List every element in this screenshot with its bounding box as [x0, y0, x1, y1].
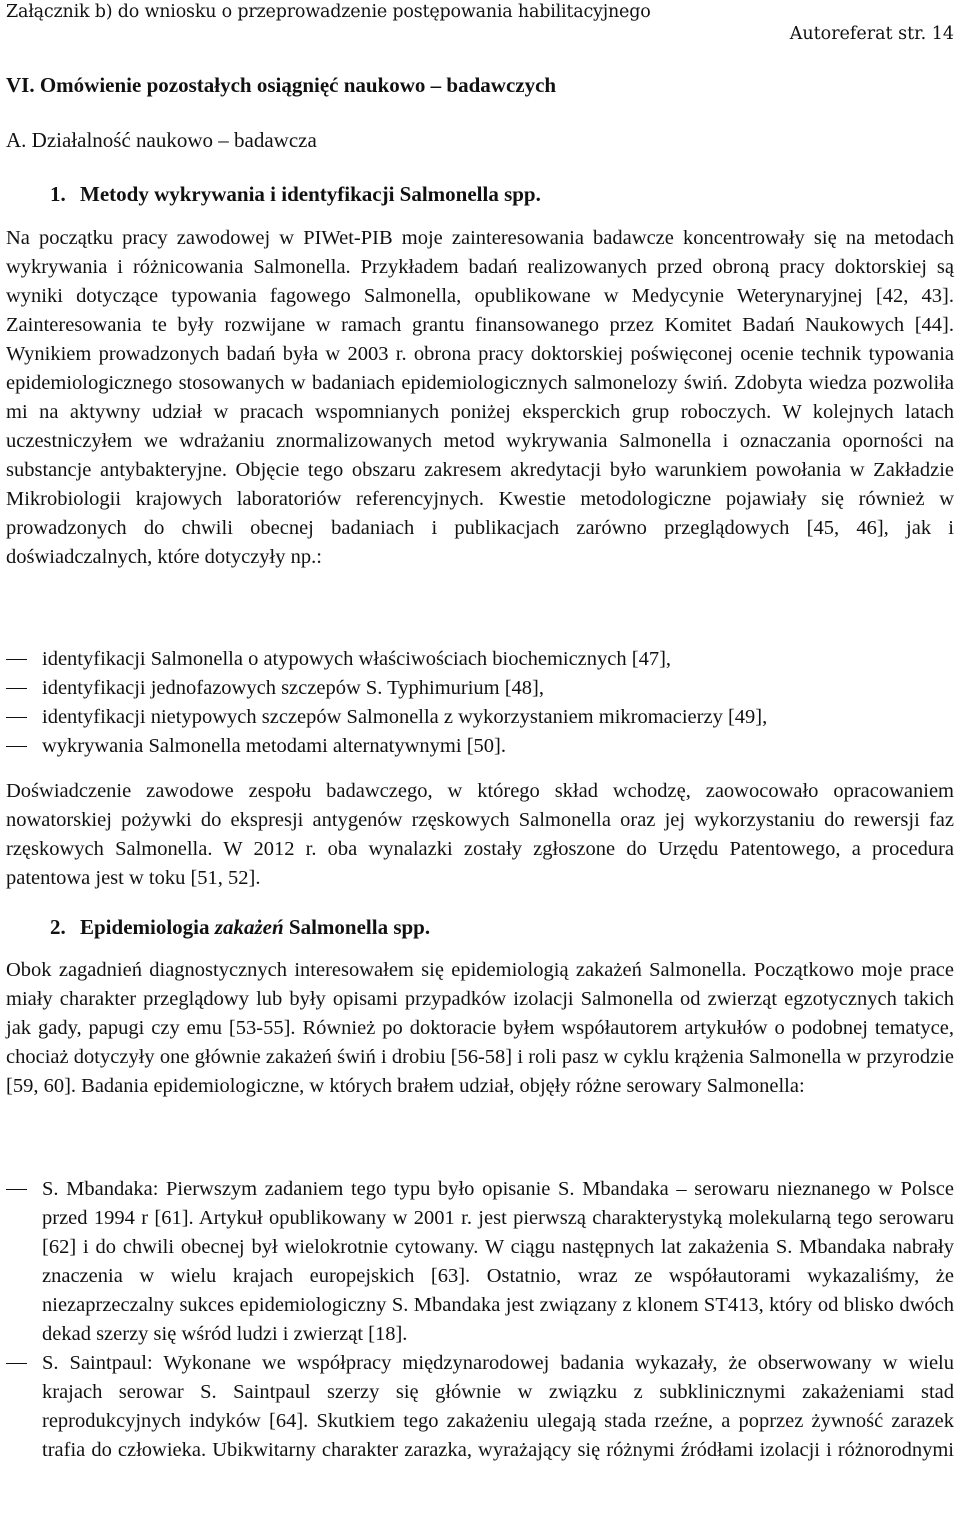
- section-title: VI. Omówienie pozostałych osiągnięć naukowo – badawczych: [6, 73, 557, 97]
- heading-number: 2.: [50, 915, 66, 939]
- paragraph-methods: Na początku pracy zawodowej w PIWet-PIB moje zainteresowania badawcze koncentrowały się na metodach wykrywania i różnicowania Salmonella. Przykładem badań realizowanych przed obroną pracy doktorskiej są wyniki dotyczące typowania fagowego Salmonella, opublikowane w Medycynie Weterynaryjnej [42, 43]. Zainteresowania te były rozwijane w ramach grantu finansowanego przez Komitet Badań Naukowych [44]. Wynikiem prowadzonych badań była w 2003 r. obrona pracy doktorskiej poświęconej ocenie technik typowania epidemiologicznego stosowanych w badaniach epidemiologicznych salmonelozy świń. Zdobyta wiedza pozwoliła mi na aktywny udział w pracach wspomnianych poniżej eksperckich grup roboczych. W kolejnych latach uczestniczyłem we wdrażaniu znormalizowanych metod wykrywania Salmonella i oznaczania oporności na substancje antybakteryjne. Objęcie tego obszaru zakresem akredytacji było warunkiem powołania w Zakładzie Mikrobiologii krajowych laboratoriów referencyjnych. Kwestie metodologiczne pojawiały się również w prowadzonych do chwili obecnej badaniach i publikacjach zarówno przeglądowych [45, 46], jak i doświadczalnych, które dotyczyły np.:: [6, 227, 954, 568]
- list-item: identyfikacji nietypowych szczepów Salmonella z wykorzystaniem mikromacierzy [49],: [6, 703, 954, 732]
- heading-text: Metody wykrywania i identyfikacji Salmonella spp.: [80, 182, 541, 206]
- subsection-title: A. Działalność naukowo – badawcza: [6, 128, 317, 152]
- serovar-list: [6, 1175, 954, 1465]
- heading-methods: [50, 182, 541, 207]
- list-item-saintpaul: S. Saintpaul: Wykonane we współpracy międzynarodowej badania wykazały, że obserwowany w wielu krajach serowar S. Saintpaul szerzy się głównie w związku z subklinicznymi zakażeniami stad reprodukcyjnych indyków [64]. Skutkiem tego zakażeniu ulegają stada rzeźne, a poprzez żywność zarazek trafia do człowieka. Ubikwitarny charakter zarazka, wyrażający się różnymi źródłami izolacji i różnorodnymi: [6, 1349, 954, 1465]
- list-item: identyfikacji jednofazowych szczepów S. Typhimurium [48],: [6, 674, 954, 703]
- heading-text-italic: zakażeń: [214, 915, 284, 939]
- paragraph-patents: Doświadczenie zawodowe zespołu badawczego, w którego skład wchodzę, zaowocowało opracowaniem nowatorskiej pożywki do ekspresji antygenów rzęskowych Salmonella oraz jej wykorzystaniu do rewersji faz rzęskowych Salmonella. W 2012 r. oba wynalazki zostały zgłoszone do Urzędu Patentowego, a procedura patentowa jest w toku [51, 52].: [6, 780, 954, 889]
- heading-number: 1.: [50, 182, 66, 206]
- heading-epidemiology: [50, 915, 430, 940]
- list-item: wykrywania Salmonella metodami alternatywnymi [50].: [6, 732, 954, 761]
- heading-text-part: Salmonella spp.: [283, 915, 431, 939]
- methods-list: [6, 645, 954, 761]
- list-item-mbandaka: S. Mbandaka: Pierwszym zadaniem tego typu było opisanie S. Mbandaka – serowaru nieznanego w Polsce przed 1994 r [61]. Artykuł opublikowany w 2001 r. jest pierwszą charakterystyką molekularną tego serowaru [62] i do chwili obecnej był wielokrotnie cytowany. W ciągu następnych lat zakażenia S. Mbandaka nabrały znaczenia w wielu krajach europejskich [63]. Ostatnio, wraz ze współautorami wykazaliśmy, że niezaprzeczalny sukces epidemiologiczny S. Mbandaka jest związany z klonem ST413, który od blisko dwóch dekad szerzy się wśród ludzi i zwierząt [18].: [6, 1175, 954, 1349]
- list-item: identyfikacji Salmonella o atypowych właściwościach biochemicznych [47],: [6, 645, 954, 674]
- heading-text-part: Epidemiologia: [80, 915, 215, 939]
- paragraph-epidemiology: Obok zagadnień diagnostycznych interesowałem się epidemiologią zakażeń Salmonella. Początkowo moje prace miały charakter przeglądowy lub były opisami przypadków izolacji Salmonella od zwierząt egzotycznych takich jak gady, papugi czy emu [53-55]. Również po doktoracie byłem współautorem artykułów o podobnej tematyce, chociaż dotyczyły one głównie zakażeń świń i drobiu [56-58] i roli pasz w cyklu krążenia Salmonella w przyrodzie [59, 60]. Badania epidemiologiczne, w których brałem udział, objęły różne serowary Salmonella:: [6, 959, 954, 1097]
- page-header-page-number: Autoreferat str. 14: [789, 24, 954, 44]
- page-header-title: Załącznik b) do wniosku o przeprowadzenie postępowania habilitacyjnego: [6, 2, 651, 22]
